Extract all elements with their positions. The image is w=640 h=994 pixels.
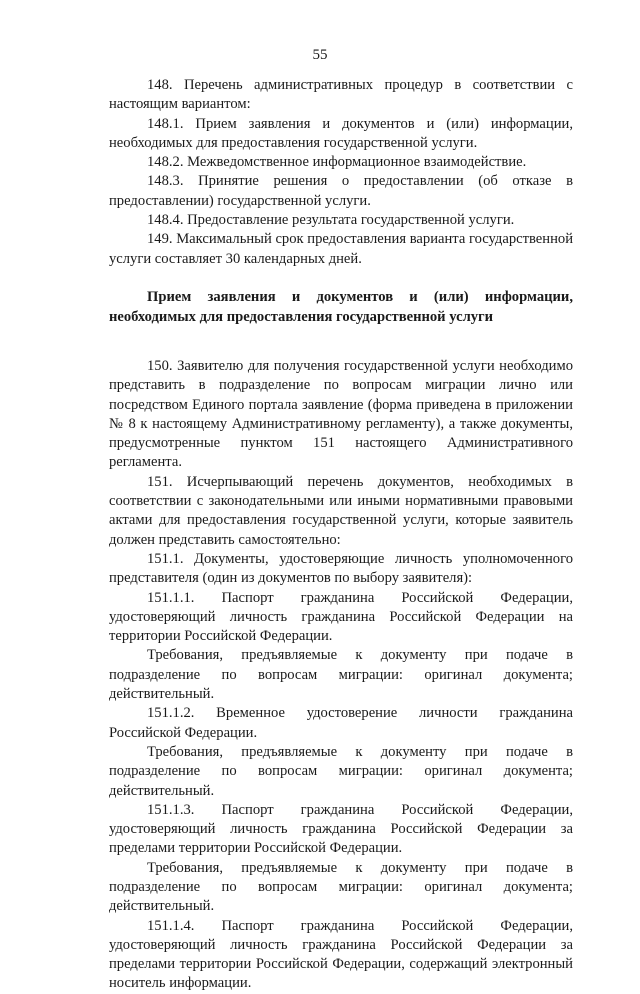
paragraph-151-1-1: 151.1.1. Паспорт гражданина Российской Федерации, удостоверяющий личность гражданина Российской Федерации на территории Российской Федерации. [109,589,573,645]
paragraph-148-1: 148.1. Прием заявления и документов и (или) информации, необходимых для предоставления государственной услуги. [109,115,573,151]
paragraph-151: 151. Исчерпывающий перечень документов, необходимых в соответствии с законодательными или иными нормативными правовыми актами для предоставления государственной услуги, которые заявитель должен представить самостоятельно: [109,473,573,548]
paragraph-149: 149. Максимальный срок предоставления варианта государственной услуги составляет 30 календарных дней. [109,231,573,267]
paragraph-151-1-4: 151.1.4. Паспорт гражданина Российской Федерации, удостоверяющий личность гражданина Российской Федерации за пределами территории Российской Федерации, содержащий электронный носитель информации. [109,917,573,992]
paragraph-151-1-3: 151.1.3. Паспорт гражданина Российской Федерации, удостоверяющий личность гражданина Российской Федерации за пределами территории Российской Федерации. [109,801,573,857]
document-body [109,76,573,994]
paragraph-151-1-2: 151.1.2. Временное удостоверение личности гражданина Российской Федерации. [109,705,573,741]
paragraph-151-1: 151.1. Документы, удостоверяющие личность уполномоченного представителя (один из документов по выбору заявителя): [109,550,573,587]
section-heading: Прием заявления и документов и (или) информации, необходимых для предоставления государственной услуги [109,288,573,325]
requirements-paragraph: Требования, предъявляемые к документу при подаче в подразделение по вопросам миграции: оригинал документа; действительный. [109,743,573,799]
requirements-paragraph: Требования, предъявляемые к документу при подаче в подразделение по вопросам миграции: оригинал документа; действительный. [109,859,573,915]
page-number: 55 [312,47,328,63]
paragraph-148-3: 148.3. Принятие решения о предоставлении (об отказе в предоставлении) государственной услуги. [109,173,573,209]
paragraph-148: 148. Перечень административных процедур в соответствии с настоящим вариантом: [109,77,573,113]
requirements-paragraph: Требования, предъявляемые к документу при подаче в подразделение по вопросам миграции: оригинал документа; действительный. [109,647,573,703]
paragraph-148-2: 148.2. Межведомственное информационное взаимодействие. [147,154,527,171]
paragraph-150: 150. Заявителю для получения государственной услуги необходимо представить в подразделение по вопросам миграции лично или посредством Единого портала заявление (форма приведена в приложении № 8 к настоящему Административному регламенту), а также документы, предусмотренные пунктом 151 настоящего Административного регламента. [109,357,573,471]
paragraph-148-4: 148.4. Предоставление результата государственной услуги. [147,212,515,229]
